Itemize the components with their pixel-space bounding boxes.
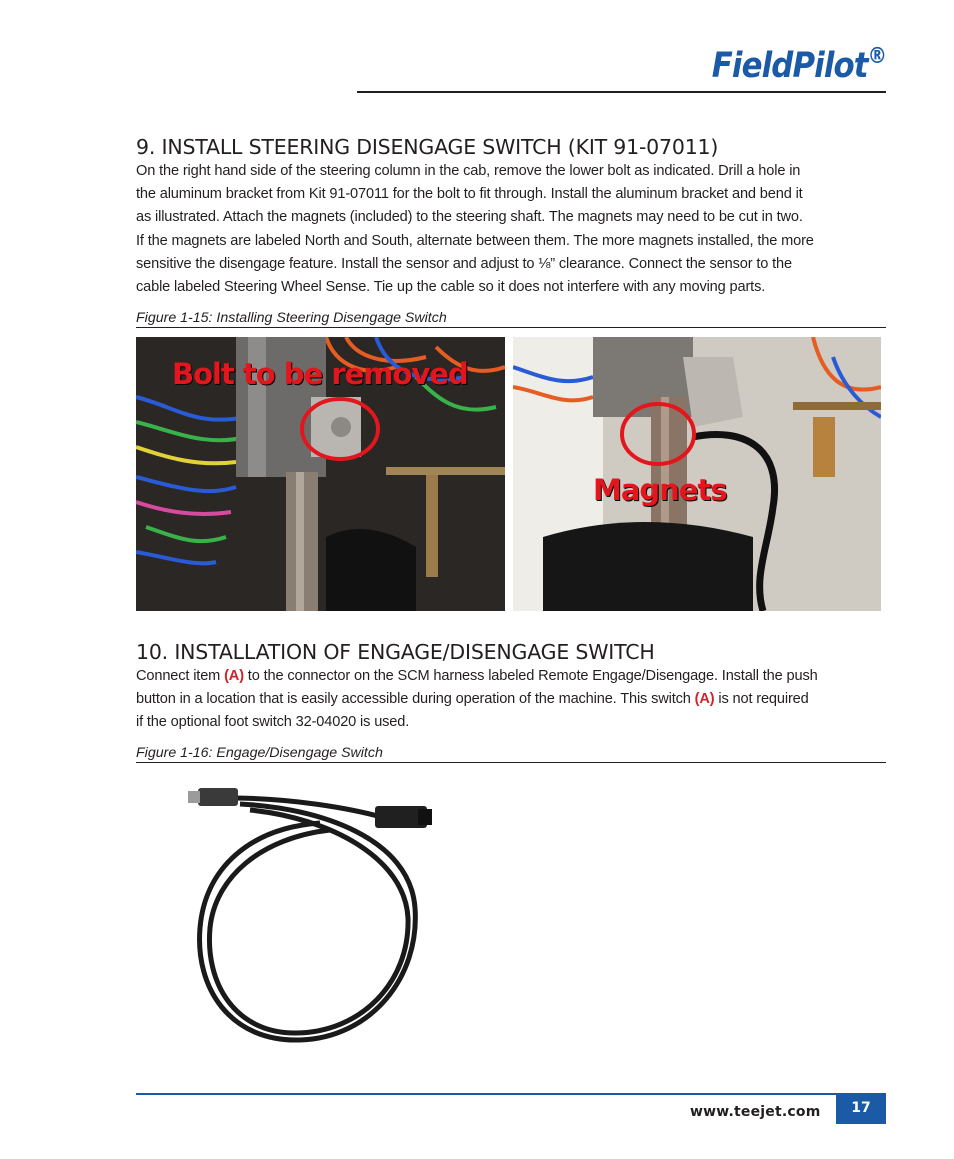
- footer-rule: [136, 1093, 886, 1095]
- section-9-body: [136, 160, 888, 299]
- brand-logo: FieldPilot®: [711, 44, 886, 86]
- magnets-label: Magnets: [593, 473, 727, 507]
- footer-url[interactable]: www.teejet.com: [690, 1104, 821, 1120]
- section-10-line: button in a location that is easily accessible during operation of the machine. This switch (A) is not required: [136, 691, 809, 708]
- photo-magnets: [513, 337, 881, 611]
- header-rule: [357, 91, 886, 93]
- section-9-heading: 9. INSTALL STEERING DISENGAGE SWITCH (KIT 91-07011): [136, 135, 719, 159]
- photo-engage-switch-cable: [170, 778, 440, 1050]
- section-9-line: On the right hand side of the steering column in the cab, remove the lower bolt as indicated. Drill a hole in: [136, 163, 801, 179]
- section-10-heading: 10. INSTALLATION OF ENGAGE/DISENGAGE SWITCH: [136, 640, 655, 664]
- page-number: 17: [836, 1095, 886, 1124]
- item-a-ref: (A): [224, 668, 244, 684]
- photo-steering-column-bolt: [136, 337, 505, 611]
- section-9-line: as illustrated. Attach the magnets (included) to the steering shaft. The magnets may need to be cut in two.: [136, 209, 803, 226]
- figure-1-16-caption: Figure 1-16: Engage/Disengage Switch: [136, 745, 886, 763]
- section-10-line: Connect item (A) to the connector on the SCM harness labeled Remote Engage/Disengage. Install the push: [136, 668, 818, 684]
- section-9-line: sensitive the disengage feature. Install the sensor and adjust to ⅛” clearance. Connect the sensor to the: [136, 255, 792, 272]
- cable-illustration: [170, 778, 440, 1050]
- section-10-line: if the optional foot switch 32-04020 is used.: [136, 714, 410, 731]
- section-9-line: the aluminum bracket from Kit 91-07011 for the bolt to fit through. Install the aluminum bracket and bend it: [136, 186, 803, 203]
- section-9-line: If the magnets are labeled North and South, alternate between them. The more magnets installed, the more: [136, 232, 814, 249]
- section-9-line: cable labeled Steering Wheel Sense. Tie up the cable so it does not interfere with any moving parts.: [136, 279, 766, 296]
- section-10-body: [136, 665, 888, 735]
- item-a-ref: (A): [694, 691, 715, 708]
- bolt-label: Bolt to be removed: [172, 357, 468, 391]
- figure-1-15-caption: Figure 1-15: Installing Steering Disengage Switch: [136, 310, 886, 328]
